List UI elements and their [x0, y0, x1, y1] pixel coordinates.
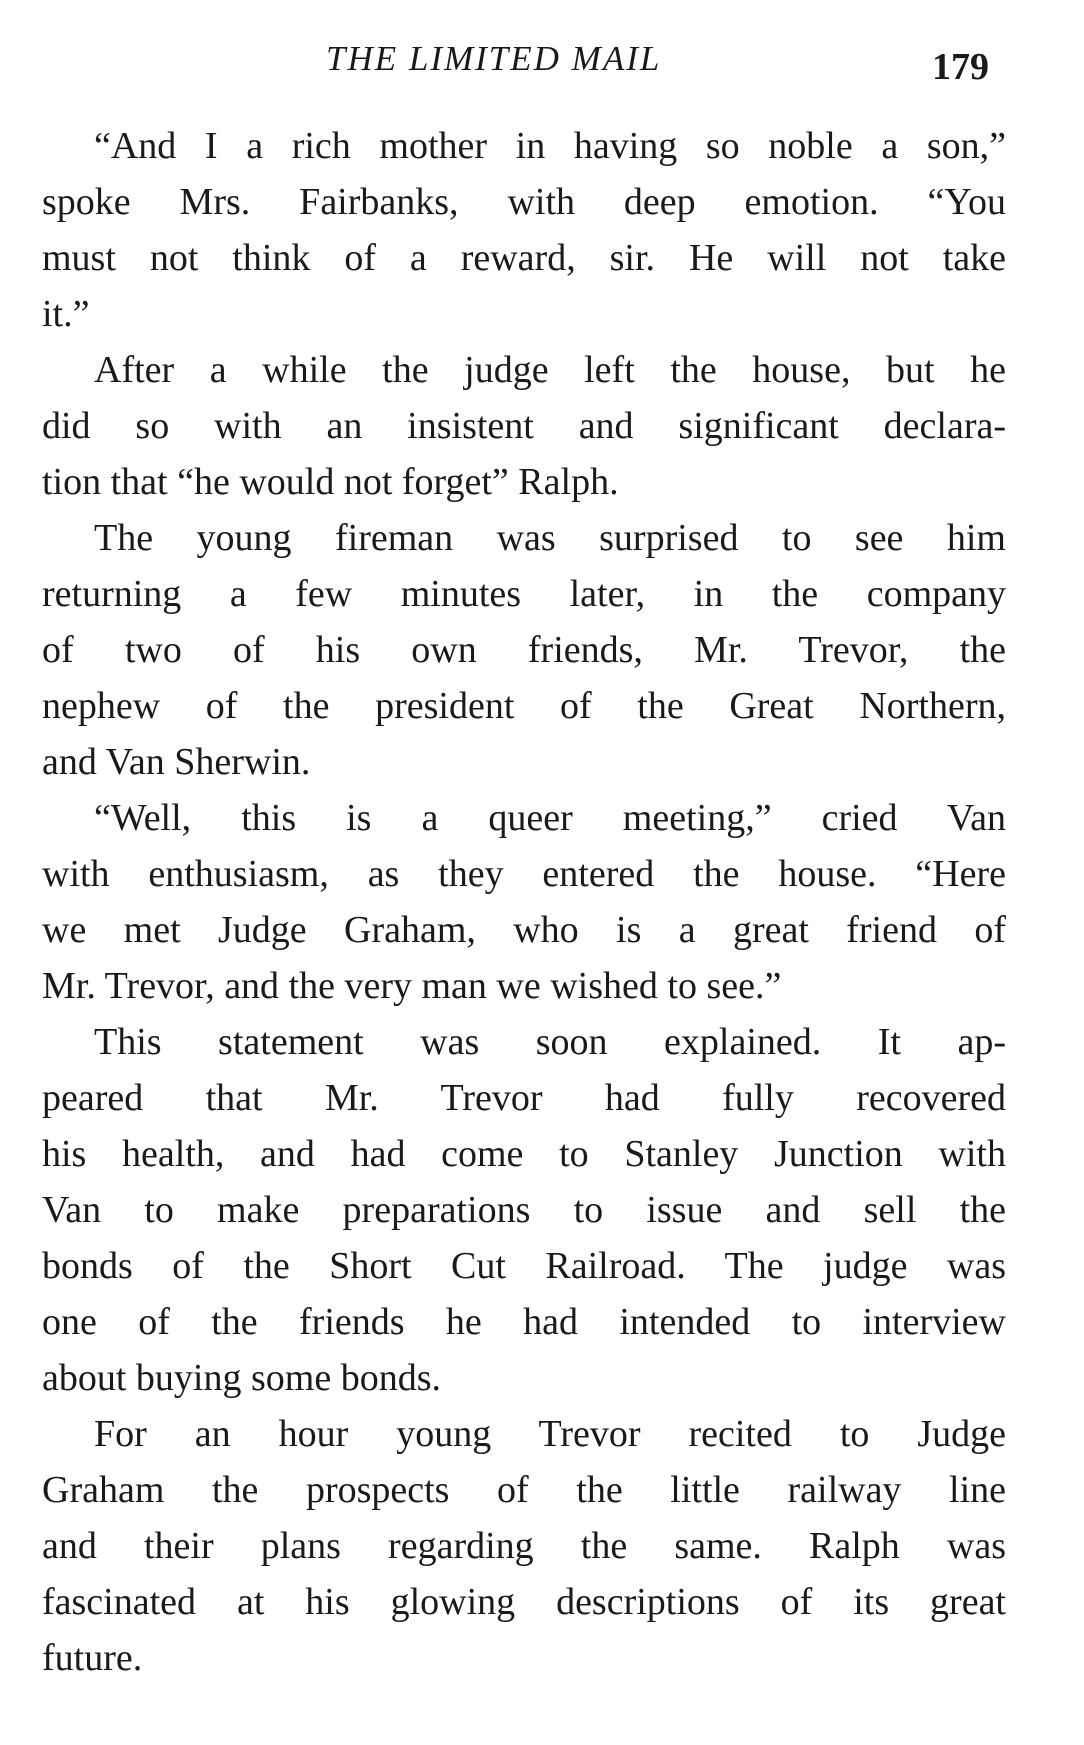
text-line: bonds of the Short Cut Railroad. The judge was [42, 1245, 1006, 1287]
text-line: future. [42, 1637, 143, 1679]
text-line: nephew of the president of the Great Northern, [42, 685, 1006, 727]
paragraph-1 [42, 118, 1006, 342]
text-line: Graham the prospects of the little railway line [42, 1469, 1006, 1511]
text-line: we met Judge Graham, who is a great friend of [42, 909, 1006, 951]
body-text [42, 118, 1006, 1686]
text-line: of two of his own friends, Mr. Trevor, the [42, 629, 1006, 671]
text-line: Mr. Trevor, and the very man we wished to see.” [42, 965, 782, 1007]
text-line: tion that “he would not forget” Ralph. [42, 461, 619, 503]
text-line: For an hour young Trevor recited to Judge [94, 1413, 1006, 1455]
text-line: with enthusiasm, as they entered the house. “Here [42, 853, 1006, 895]
text-line: his health, and had come to Stanley Junction with [42, 1133, 1006, 1175]
text-line: peared that Mr. Trevor had fully recovered [42, 1077, 1006, 1119]
text-line: did so with an insistent and significant declara- [42, 405, 1006, 447]
text-line: “Well, this is a queer meeting,” cried Van [94, 797, 1006, 839]
text-line: After a while the judge left the house, but he [94, 349, 1006, 391]
text-line: This statement was soon explained. It ap- [94, 1021, 1006, 1063]
text-line: and their plans regarding the same. Ralph was [42, 1525, 1006, 1567]
running-title: THE LIMITED MAIL [326, 39, 662, 78]
page-number: 179 [932, 46, 989, 88]
running-head [0, 34, 1084, 88]
text-line: “And I a rich mother in having so noble a son,” [94, 125, 1006, 167]
text-line: fascinated at his glowing descriptions of its great [42, 1581, 1006, 1623]
text-line: Van to make preparations to issue and sell the [42, 1189, 1006, 1231]
paragraph-5 [42, 1014, 1006, 1406]
paragraph-4 [42, 790, 1006, 1014]
text-line: returning a few minutes later, in the company [42, 573, 1006, 615]
text-line: and Van Sherwin. [42, 741, 311, 783]
text-line: must not think of a reward, sir. He will not take [42, 237, 1006, 279]
text-line: The young fireman was surprised to see him [94, 517, 1006, 559]
text-line: it.” [42, 293, 90, 335]
text-line: one of the friends he had intended to interview [42, 1301, 1006, 1343]
paragraph-2 [42, 342, 1006, 510]
paragraph-3 [42, 510, 1006, 790]
text-line: spoke Mrs. Fairbanks, with deep emotion. “You [42, 181, 1006, 223]
text-line: about buying some bonds. [42, 1357, 441, 1399]
paragraph-6 [42, 1406, 1006, 1686]
